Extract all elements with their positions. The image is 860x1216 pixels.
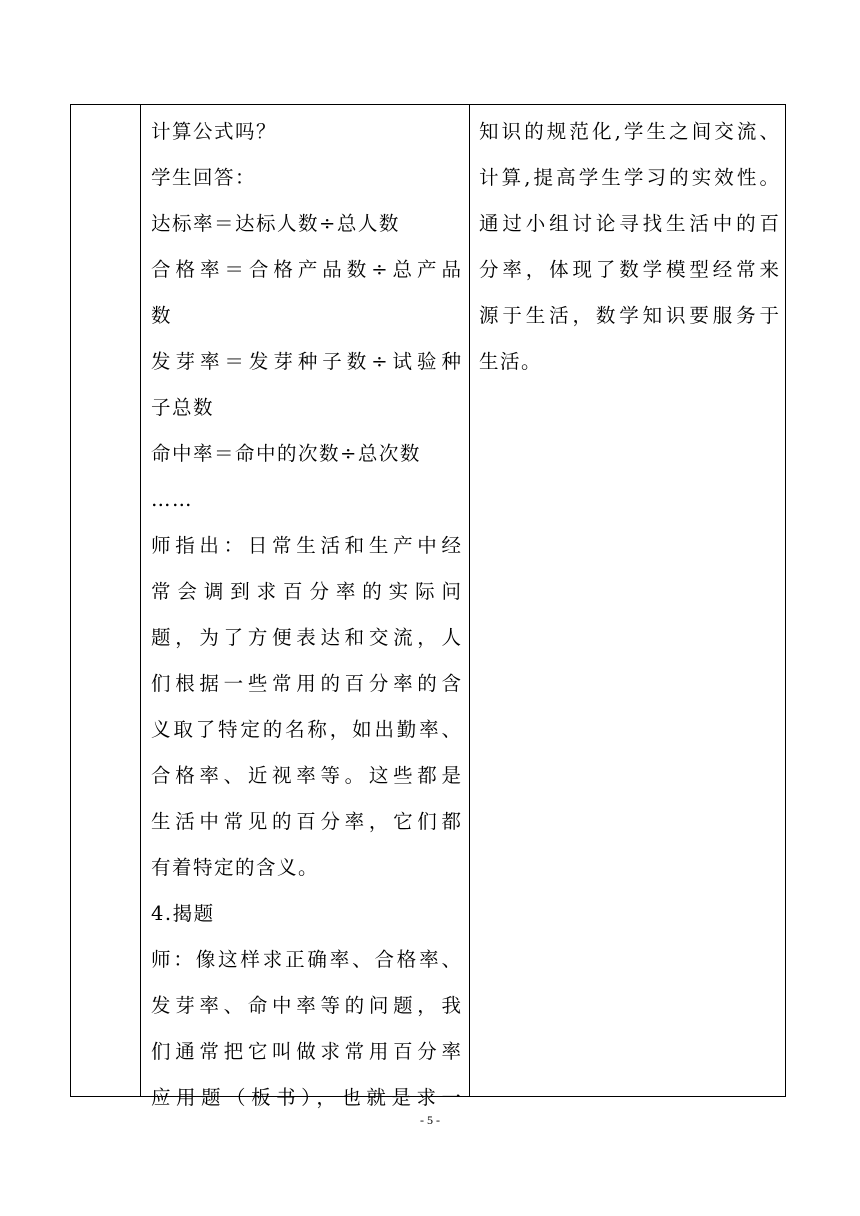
text-line: 有着特定的含义。	[151, 856, 320, 879]
text-line: 义取了特定的名称，如出勤率、	[151, 718, 461, 741]
text-line: ……	[151, 488, 193, 511]
text-line: 们根据一些常用的百分率的含	[151, 672, 461, 695]
text-line: 题，为了方便表达和交流，人	[151, 626, 461, 649]
text-line: 生活。	[479, 350, 543, 373]
text-line: 发芽率＝发芽种子数÷试验种	[151, 350, 461, 373]
text-line: 知识的规范化,学生之间交流、	[479, 120, 779, 143]
page-number: - 5 -	[420, 1113, 440, 1127]
text-line: 计算,提高学生学习的实效性。	[479, 166, 779, 189]
text-line: 合格率、近视率等。这些都是	[151, 764, 461, 787]
text-line: 合格率＝合格产品数÷总产品	[151, 258, 461, 281]
text-line: 数	[151, 304, 173, 327]
text-line: 生活中常见的百分率，它们都	[151, 810, 461, 833]
text-line: 源于生活，数学知识要服务于	[479, 304, 779, 327]
text-line: 师：像这样求正确率、合格率、	[151, 948, 461, 971]
lesson-table	[70, 104, 786, 1109]
text-line: 通过小组讨论寻找生活中的百	[479, 212, 779, 235]
text-line: 常会调到求百分率的实际问	[151, 580, 461, 603]
text-line: 发芽率、命中率等的问题，我	[151, 994, 461, 1017]
teaching-process-cell	[141, 105, 470, 1109]
text-line: 分率，体现了数学模型经常来	[479, 258, 779, 281]
table-left-cell	[71, 105, 141, 1096]
text-line: 学生回答：	[151, 166, 257, 189]
text-line: 子总数	[151, 396, 215, 419]
design-intent-cell	[470, 105, 785, 1096]
text-line: 计算公式吗？	[151, 120, 278, 143]
text-line: 4.揭题	[151, 902, 215, 925]
text-line: 们通常把它叫做求常用百分率	[151, 1040, 461, 1063]
text-line: 达标率＝达标人数÷总人数	[151, 212, 400, 235]
text-line: 命中率＝命中的次数÷总次数	[151, 442, 421, 465]
text-line: 师指出：日常生活和生产中经	[151, 534, 461, 557]
text-line: 应用题（板书），也就是求一	[151, 1086, 461, 1109]
